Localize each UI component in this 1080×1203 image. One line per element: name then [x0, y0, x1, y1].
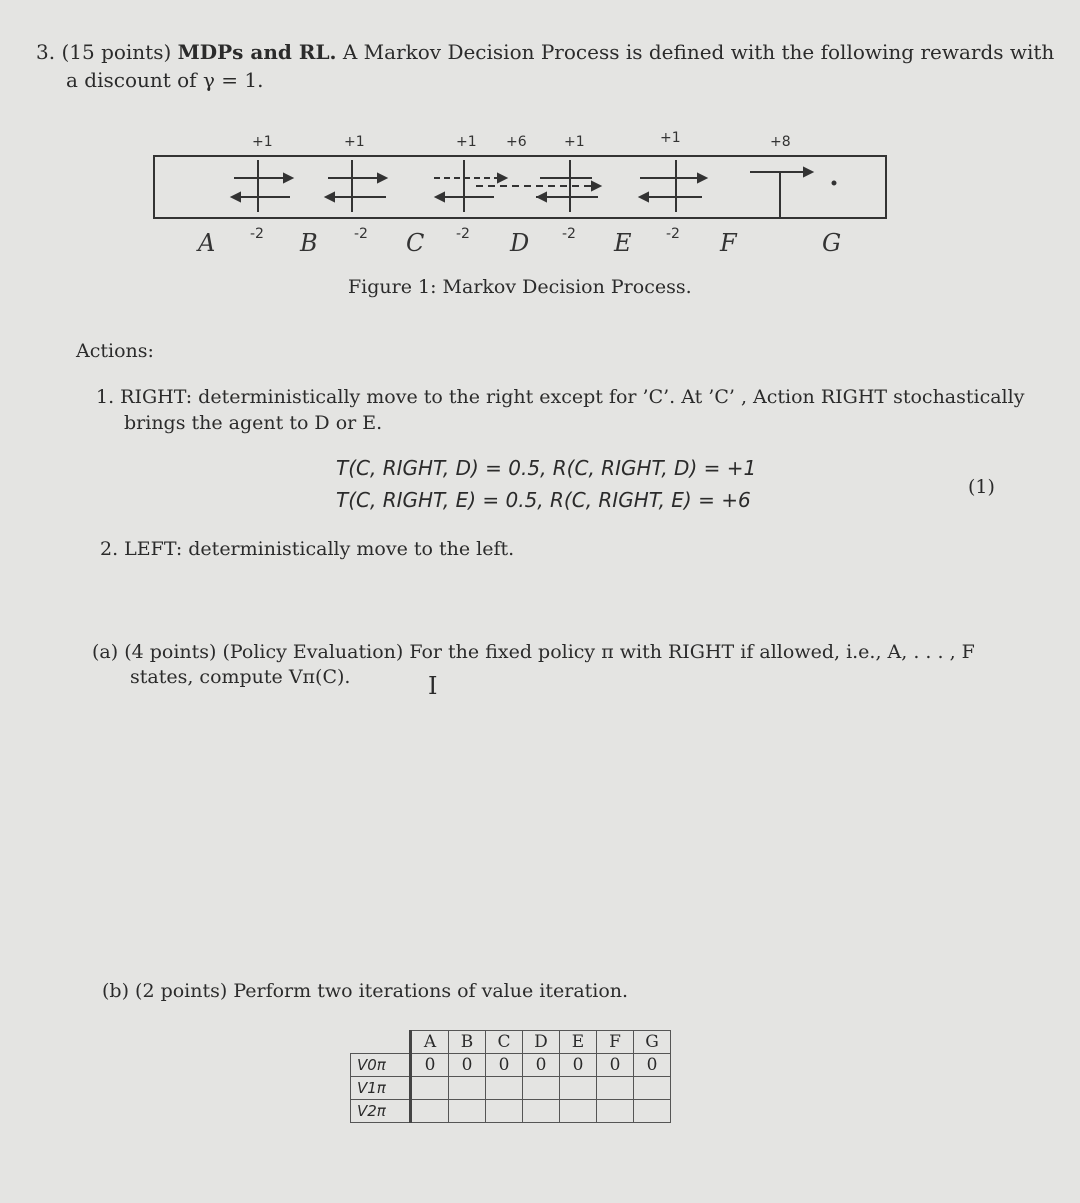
cell-v2-F[interactable]	[597, 1100, 634, 1123]
col-header-C: C	[486, 1031, 523, 1054]
cell-v0-A: 0	[411, 1054, 449, 1077]
cell-v0-D: 0	[523, 1054, 560, 1077]
state-F: F	[720, 229, 737, 257]
action-right-line1: 1. RIGHT: deterministically move to the right except for ’C’. At ’C’ , Action RIGHT stochastically	[96, 386, 1025, 408]
question-intro-line1: A Markov Decision Process is defined with the following rewards with	[342, 40, 1055, 64]
equation-number: (1)	[968, 476, 995, 498]
mdp-transitions	[232, 160, 836, 218]
cell-v2-E[interactable]	[560, 1100, 597, 1123]
reward-bottom-1: -2	[250, 226, 264, 242]
reward-top-2: +1	[344, 134, 365, 150]
col-header-E: E	[560, 1031, 597, 1054]
state-E: E	[614, 229, 632, 257]
cell-v0-B: 0	[449, 1054, 486, 1077]
cell-v1-E[interactable]	[560, 1077, 597, 1100]
reward-top-5: +1	[564, 134, 585, 150]
reward-top-7: +8	[770, 134, 791, 150]
action-right-line2: brings the agent to D or E.	[124, 412, 383, 434]
cell-v0-F: 0	[597, 1054, 634, 1077]
state-A: A	[198, 229, 216, 257]
table-row	[351, 1100, 671, 1123]
cell-v1-C[interactable]	[486, 1077, 523, 1100]
figure-caption: Figure 1: Markov Decision Process.	[348, 276, 692, 298]
action-left: 2. LEFT: deterministically move to the left.	[100, 538, 515, 560]
cell-v1-G[interactable]	[634, 1077, 671, 1100]
part-a-line1: (a) (4 points) (Policy Evaluation) For the fixed policy π with RIGHT if allowed, i.e., A, . . . , F	[92, 641, 975, 663]
reward-top-6: +1	[660, 130, 681, 146]
reward-bottom-3: -2	[456, 226, 470, 242]
col-header-G: G	[634, 1031, 671, 1054]
reward-bottom-2: -2	[354, 226, 368, 242]
reward-top-3: +1	[456, 134, 477, 150]
cell-v0-G: 0	[634, 1054, 671, 1077]
question-points: (15 points)	[61, 40, 172, 64]
question-number: 3.	[36, 40, 56, 64]
reward-bottom-4: -2	[562, 226, 576, 242]
reward-top-4: +6	[506, 134, 527, 150]
reward-bottom-5: -2	[666, 226, 680, 242]
row-label-v0: V0π	[351, 1054, 411, 1077]
cell-v2-B[interactable]	[449, 1100, 486, 1123]
question-topic: MDPs and RL.	[177, 40, 337, 64]
mdp-figure	[0, 0, 1080, 270]
cell-v2-C[interactable]	[486, 1100, 523, 1123]
row-label-v1: V1π	[351, 1077, 411, 1100]
state-B: B	[300, 229, 318, 257]
cell-v1-D[interactable]	[523, 1077, 560, 1100]
question-intro-line2: a discount of γ = 1.	[66, 68, 264, 92]
state-G: G	[822, 229, 842, 257]
text-cursor-icon: I	[428, 672, 438, 700]
part-a	[92, 640, 975, 690]
mdp-frame	[154, 156, 886, 218]
col-header-F: F	[597, 1031, 634, 1054]
action-right	[96, 384, 1024, 436]
cell-v1-A[interactable]	[411, 1077, 449, 1100]
cell-v0-C: 0	[486, 1054, 523, 1077]
col-header-A: A	[411, 1031, 449, 1054]
state-D: D	[510, 229, 530, 257]
col-header-D: D	[523, 1031, 560, 1054]
value-iteration-table	[350, 1030, 671, 1123]
table-header-row	[351, 1031, 671, 1054]
cell-v1-F[interactable]	[597, 1077, 634, 1100]
cell-v2-D[interactable]	[523, 1100, 560, 1123]
part-a-line2: states, compute Vπ(C).	[130, 666, 351, 688]
part-b: (b) (2 points) Perform two iterations of value iteration.	[102, 980, 629, 1002]
equation-line2: T(C, RIGHT, E) = 0.5, R(C, RIGHT, E) = +6	[336, 488, 751, 512]
row-label-v2: V2π	[351, 1100, 411, 1123]
col-header-B: B	[449, 1031, 486, 1054]
state-C: C	[406, 229, 425, 257]
equation-line1: T(C, RIGHT, D) = 0.5, R(C, RIGHT, D) = +1	[336, 456, 757, 480]
cell-v1-B[interactable]	[449, 1077, 486, 1100]
cell-v2-A[interactable]	[411, 1100, 449, 1123]
table-row	[351, 1077, 671, 1100]
actions-heading: Actions:	[76, 340, 154, 362]
cell-v2-G[interactable]	[634, 1100, 671, 1123]
cell-v0-E: 0	[560, 1054, 597, 1077]
table-row	[351, 1054, 671, 1077]
reward-top-1: +1	[252, 134, 273, 150]
